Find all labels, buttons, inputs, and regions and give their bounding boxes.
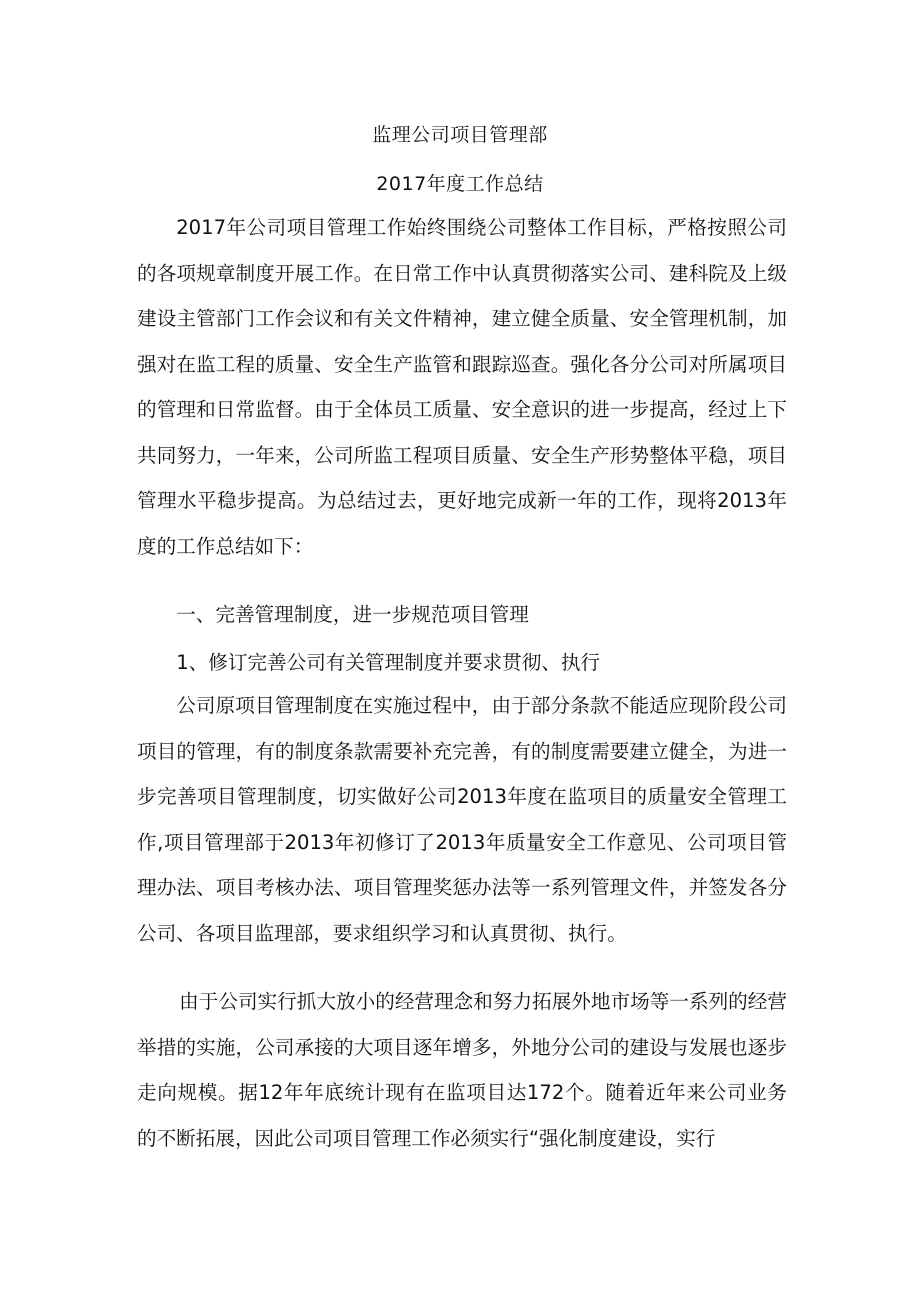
document-title: 监理公司项目管理部 [372,124,548,146]
body-paragraph-2: 由于公司实行抓大放小的经营理念和努力拓展外地市场等一系列的经营举措的实施，公司承接的大项目逐年增多，外地分公司的建设与发展也逐步走向规模。据12年年底统计现有在监项目达172个。随着近年来公司业务的不断拓展，因此公司项目管理工作必须实行“强化制度建设，实行 [137,990,787,1150]
body-paragraph-1: 公司原项目管理制度在实施过程中，由于部分条款不能适应现阶段公司项目的管理，有的制度条款需要补充完善，有的制度需要建立健全，为进一步完善项目管理制度，切实做好公司2013年度在监项目的质量安全管理工作,项目管理部于2013年初修订了2013年质量安全工作意见、公司项目管理办法、项目考核办法、项目管理奖惩办法等一系列管理文件，并签发各分公司、各项目监理部，要求组织学习和认真贯彻、执行。 [137,694,787,945]
section-heading-1: 一、完善管理制度，进一步规范项目管理 [176,603,529,626]
document-subtitle: 2017年度工作总结 [376,173,544,195]
intro-paragraph: 2017年公司项目管理工作始终围绕公司整体工作目标，严格按照公司的各项规章制度开展工作。在日常工作中认真贯彻落实公司、建科院及上级建设主管部门工作会议和有关文件精神，建立健全质量、安全管理机制，加强对在监工程的质量、安全生产监管和跟踪巡查。强化各分公司对所属项目的管理和日常监督。由于全体员工质量、安全意识的进一步提高，经过上下共同努力，一年来，公司所监工程项目质量、安全生产形势整体平稳，项目管理水平稳步提高。为总结过去，更好地完成新一年的工作，现将2013年度的工作总结如下： [137,216,787,558]
subsection-heading-1: 1、修订完善公司有关管理制度并要求贯彻、执行 [176,651,601,674]
